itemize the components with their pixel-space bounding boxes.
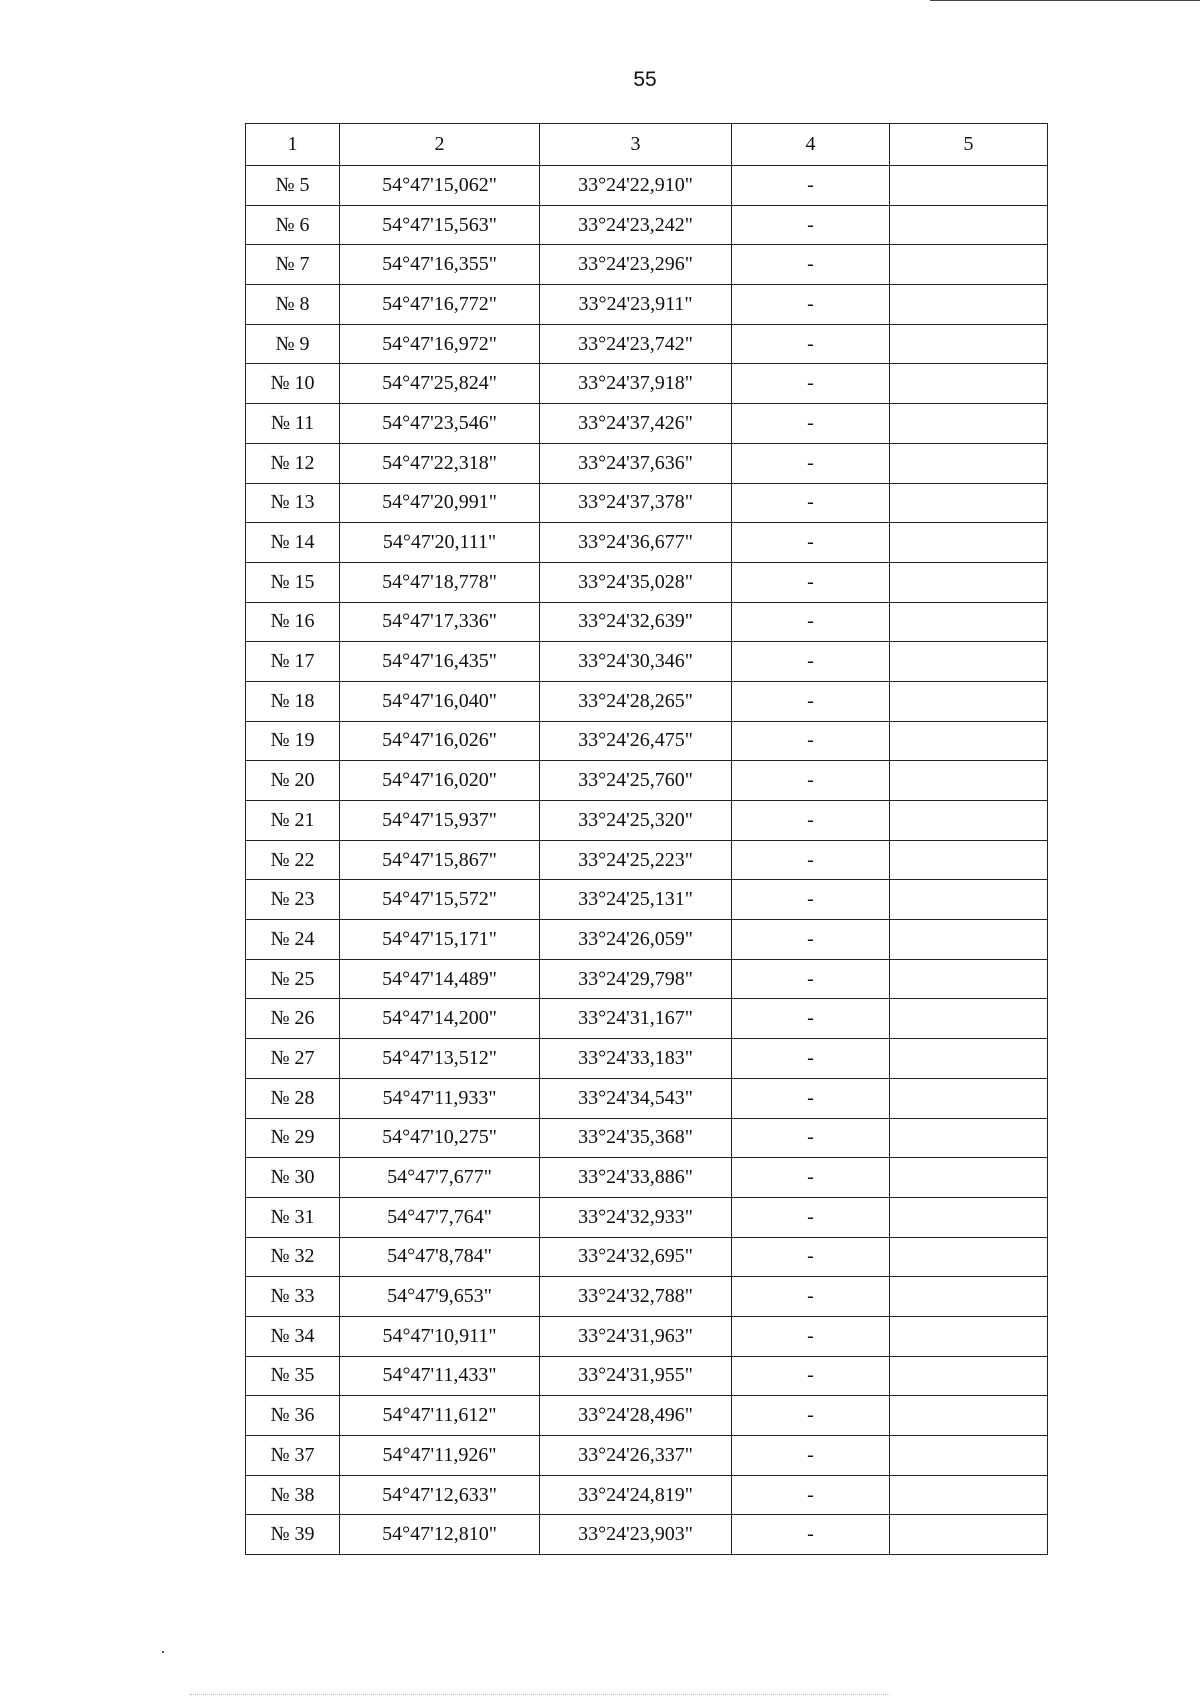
latitude-cell: 54°47'23,546" [340, 404, 540, 444]
empty-cell [890, 642, 1048, 682]
longitude-cell: 33°24'25,320" [540, 801, 732, 841]
value-cell: - [732, 840, 890, 880]
point-number-cell: № 27 [246, 1039, 340, 1079]
longitude-cell: 33°24'34,543" [540, 1078, 732, 1118]
column-header-2: 2 [340, 124, 540, 166]
latitude-cell: 54°47'25,824" [340, 364, 540, 404]
column-header-3: 3 [540, 124, 732, 166]
table-row [246, 523, 1048, 563]
table-row [246, 1515, 1048, 1555]
point-number-cell: № 38 [246, 1475, 340, 1515]
longitude-cell: 33°24'33,183" [540, 1039, 732, 1079]
value-cell: - [732, 523, 890, 563]
value-cell: - [732, 642, 890, 682]
table-row [246, 562, 1048, 602]
table-row [246, 681, 1048, 721]
latitude-cell: 54°47'12,810" [340, 1515, 540, 1555]
value-cell: - [732, 1515, 890, 1555]
coordinates-table [245, 123, 1048, 1555]
value-cell: - [732, 483, 890, 523]
empty-cell [890, 483, 1048, 523]
latitude-cell: 54°47'20,111" [340, 523, 540, 563]
longitude-cell: 33°24'26,475" [540, 721, 732, 761]
table-row [246, 999, 1048, 1039]
value-cell: - [732, 721, 890, 761]
table-row [246, 1039, 1048, 1079]
empty-cell [890, 1396, 1048, 1436]
longitude-cell: 33°24'32,933" [540, 1197, 732, 1237]
longitude-cell: 33°24'36,677" [540, 523, 732, 563]
latitude-cell: 54°47'16,772" [340, 285, 540, 325]
longitude-cell: 33°24'25,760" [540, 761, 732, 801]
table-row [246, 1118, 1048, 1158]
latitude-cell: 54°47'11,926" [340, 1436, 540, 1476]
table-row [246, 1316, 1048, 1356]
point-number-cell: № 37 [246, 1436, 340, 1476]
empty-cell [890, 324, 1048, 364]
empty-cell [890, 404, 1048, 444]
empty-cell [890, 562, 1048, 602]
point-number-cell: № 39 [246, 1515, 340, 1555]
value-cell: - [732, 959, 890, 999]
point-number-cell: № 22 [246, 840, 340, 880]
empty-cell [890, 681, 1048, 721]
point-number-cell: № 20 [246, 761, 340, 801]
value-cell: - [732, 443, 890, 483]
empty-cell [890, 761, 1048, 801]
empty-cell [890, 880, 1048, 920]
latitude-cell: 54°47'8,784" [340, 1237, 540, 1277]
empty-cell [890, 1515, 1048, 1555]
empty-cell [890, 1118, 1048, 1158]
point-number-cell: № 30 [246, 1158, 340, 1198]
point-number-cell: № 8 [246, 285, 340, 325]
value-cell: - [732, 999, 890, 1039]
empty-cell [890, 602, 1048, 642]
latitude-cell: 54°47'7,764" [340, 1197, 540, 1237]
table-row [246, 1078, 1048, 1118]
longitude-cell: 33°24'37,636" [540, 443, 732, 483]
value-cell: - [732, 1237, 890, 1277]
empty-cell [890, 1316, 1048, 1356]
empty-cell [890, 1356, 1048, 1396]
table-row [246, 404, 1048, 444]
value-cell: - [732, 404, 890, 444]
point-number-cell: № 18 [246, 681, 340, 721]
point-number-cell: № 19 [246, 721, 340, 761]
table-row [246, 840, 1048, 880]
point-number-cell: № 13 [246, 483, 340, 523]
value-cell: - [732, 1475, 890, 1515]
latitude-cell: 54°47'16,435" [340, 642, 540, 682]
empty-cell [890, 1436, 1048, 1476]
table-body [246, 166, 1048, 1555]
point-number-cell: № 26 [246, 999, 340, 1039]
value-cell: - [732, 1436, 890, 1476]
longitude-cell: 33°24'32,639" [540, 602, 732, 642]
latitude-cell: 54°47'15,867" [340, 840, 540, 880]
latitude-cell: 54°47'12,633" [340, 1475, 540, 1515]
empty-cell [890, 523, 1048, 563]
point-number-cell: № 11 [246, 404, 340, 444]
latitude-cell: 54°47'14,489" [340, 959, 540, 999]
latitude-cell: 54°47'11,933" [340, 1078, 540, 1118]
page-number: 55 [633, 68, 657, 91]
table-row [246, 721, 1048, 761]
table-row [246, 1237, 1048, 1277]
longitude-cell: 33°24'33,886" [540, 1158, 732, 1198]
table-row [246, 920, 1048, 960]
table-row [246, 602, 1048, 642]
empty-cell [890, 364, 1048, 404]
value-cell: - [732, 562, 890, 602]
empty-cell [890, 999, 1048, 1039]
value-cell: - [732, 1396, 890, 1436]
longitude-cell: 33°24'22,910" [540, 166, 732, 206]
table-row [246, 483, 1048, 523]
longitude-cell: 33°24'23,911" [540, 285, 732, 325]
latitude-cell: 54°47'16,355" [340, 245, 540, 285]
longitude-cell: 33°24'37,426" [540, 404, 732, 444]
longitude-cell: 33°24'32,788" [540, 1277, 732, 1317]
empty-cell [890, 1277, 1048, 1317]
latitude-cell: 54°47'10,275" [340, 1118, 540, 1158]
value-cell: - [732, 1158, 890, 1198]
point-number-cell: № 25 [246, 959, 340, 999]
empty-cell [890, 285, 1048, 325]
table-row [246, 801, 1048, 841]
value-cell: - [732, 920, 890, 960]
longitude-cell: 33°24'31,167" [540, 999, 732, 1039]
empty-cell [890, 1237, 1048, 1277]
latitude-cell: 54°47'18,778" [340, 562, 540, 602]
point-number-cell: № 14 [246, 523, 340, 563]
longitude-cell: 33°24'23,296" [540, 245, 732, 285]
value-cell: - [732, 245, 890, 285]
longitude-cell: 33°24'23,742" [540, 324, 732, 364]
empty-cell [890, 1158, 1048, 1198]
value-cell: - [732, 1316, 890, 1356]
value-cell: - [732, 324, 890, 364]
table-row [246, 1475, 1048, 1515]
longitude-cell: 33°24'35,028" [540, 562, 732, 602]
value-cell: - [732, 761, 890, 801]
empty-cell [890, 801, 1048, 841]
latitude-cell: 54°47'16,020" [340, 761, 540, 801]
longitude-cell: 33°24'31,955" [540, 1356, 732, 1396]
point-number-cell: № 7 [246, 245, 340, 285]
table-row [246, 1356, 1048, 1396]
table-row [246, 245, 1048, 285]
longitude-cell: 33°24'25,223" [540, 840, 732, 880]
table-row [246, 1277, 1048, 1317]
value-cell: - [732, 166, 890, 206]
point-number-cell: № 29 [246, 1118, 340, 1158]
value-cell: - [732, 1197, 890, 1237]
value-cell: - [732, 364, 890, 404]
latitude-cell: 54°47'22,318" [340, 443, 540, 483]
table-row [246, 205, 1048, 245]
empty-cell [890, 443, 1048, 483]
table-row [246, 959, 1048, 999]
point-number-cell: № 16 [246, 602, 340, 642]
empty-cell [890, 1197, 1048, 1237]
latitude-cell: 54°47'17,336" [340, 602, 540, 642]
point-number-cell: № 15 [246, 562, 340, 602]
table-header-row [246, 124, 1048, 166]
table-row [246, 761, 1048, 801]
value-cell: - [732, 681, 890, 721]
longitude-cell: 33°24'37,918" [540, 364, 732, 404]
table-row [246, 166, 1048, 206]
point-number-cell: № 35 [246, 1356, 340, 1396]
longitude-cell: 33°24'37,378" [540, 483, 732, 523]
latitude-cell: 54°47'20,991" [340, 483, 540, 523]
point-number-cell: № 23 [246, 880, 340, 920]
latitude-cell: 54°47'11,433" [340, 1356, 540, 1396]
point-number-cell: № 36 [246, 1396, 340, 1436]
point-number-cell: № 10 [246, 364, 340, 404]
point-number-cell: № 33 [246, 1277, 340, 1317]
longitude-cell: 33°24'23,903" [540, 1515, 732, 1555]
value-cell: - [732, 1356, 890, 1396]
point-number-cell: № 6 [246, 205, 340, 245]
value-cell: - [732, 205, 890, 245]
column-header-1: 1 [246, 124, 340, 166]
latitude-cell: 54°47'15,572" [340, 880, 540, 920]
longitude-cell: 33°24'25,131" [540, 880, 732, 920]
latitude-cell: 54°47'16,040" [340, 681, 540, 721]
table-row [246, 1197, 1048, 1237]
longitude-cell: 33°24'28,265" [540, 681, 732, 721]
longitude-cell: 33°24'23,242" [540, 205, 732, 245]
longitude-cell: 33°24'28,496" [540, 1396, 732, 1436]
empty-cell [890, 245, 1048, 285]
latitude-cell: 54°47'15,563" [340, 205, 540, 245]
value-cell: - [732, 801, 890, 841]
empty-cell [890, 959, 1048, 999]
latitude-cell: 54°47'7,677" [340, 1158, 540, 1198]
column-header-4: 4 [732, 124, 890, 166]
empty-cell [890, 166, 1048, 206]
point-number-cell: № 9 [246, 324, 340, 364]
empty-cell [890, 1039, 1048, 1079]
table-row [246, 642, 1048, 682]
table-row [246, 1158, 1048, 1198]
point-number-cell: № 24 [246, 920, 340, 960]
value-cell: - [732, 1277, 890, 1317]
column-header-5: 5 [890, 124, 1048, 166]
longitude-cell: 33°24'31,963" [540, 1316, 732, 1356]
longitude-cell: 33°24'26,337" [540, 1436, 732, 1476]
value-cell: - [732, 1039, 890, 1079]
longitude-cell: 33°24'32,695" [540, 1237, 732, 1277]
value-cell: - [732, 1118, 890, 1158]
latitude-cell: 54°47'15,937" [340, 801, 540, 841]
value-cell: - [732, 880, 890, 920]
latitude-cell: 54°47'9,653" [340, 1277, 540, 1317]
point-number-cell: № 17 [246, 642, 340, 682]
latitude-cell: 54°47'15,062" [340, 166, 540, 206]
longitude-cell: 33°24'24,819" [540, 1475, 732, 1515]
longitude-cell: 33°24'29,798" [540, 959, 732, 999]
empty-cell [890, 721, 1048, 761]
table-row [246, 324, 1048, 364]
point-number-cell: № 28 [246, 1078, 340, 1118]
point-number-cell: № 31 [246, 1197, 340, 1237]
point-number-cell: № 5 [246, 166, 340, 206]
table-row [246, 443, 1048, 483]
latitude-cell: 54°47'16,972" [340, 324, 540, 364]
empty-cell [890, 205, 1048, 245]
point-number-cell: № 34 [246, 1316, 340, 1356]
table-row [246, 880, 1048, 920]
value-cell: - [732, 602, 890, 642]
empty-cell [890, 1475, 1048, 1515]
point-number-cell: № 32 [246, 1237, 340, 1277]
longitude-cell: 33°24'30,346" [540, 642, 732, 682]
longitude-cell: 33°24'26,059" [540, 920, 732, 960]
bottom-edge-rule [190, 1694, 890, 1695]
latitude-cell: 54°47'11,612" [340, 1396, 540, 1436]
table-row [246, 1396, 1048, 1436]
value-cell: - [732, 285, 890, 325]
empty-cell [890, 1078, 1048, 1118]
empty-cell [890, 920, 1048, 960]
table-row [246, 285, 1048, 325]
top-edge-rule [930, 0, 1200, 1]
latitude-cell: 54°47'15,171" [340, 920, 540, 960]
table-row [246, 1436, 1048, 1476]
table-row [246, 364, 1048, 404]
latitude-cell: 54°47'10,911" [340, 1316, 540, 1356]
value-cell: - [732, 1078, 890, 1118]
point-number-cell: № 12 [246, 443, 340, 483]
latitude-cell: 54°47'14,200" [340, 999, 540, 1039]
empty-cell [890, 840, 1048, 880]
point-number-cell: № 21 [246, 801, 340, 841]
latitude-cell: 54°47'16,026" [340, 721, 540, 761]
scan-speck [162, 1651, 164, 1653]
latitude-cell: 54°47'13,512" [340, 1039, 540, 1079]
longitude-cell: 33°24'35,368" [540, 1118, 732, 1158]
